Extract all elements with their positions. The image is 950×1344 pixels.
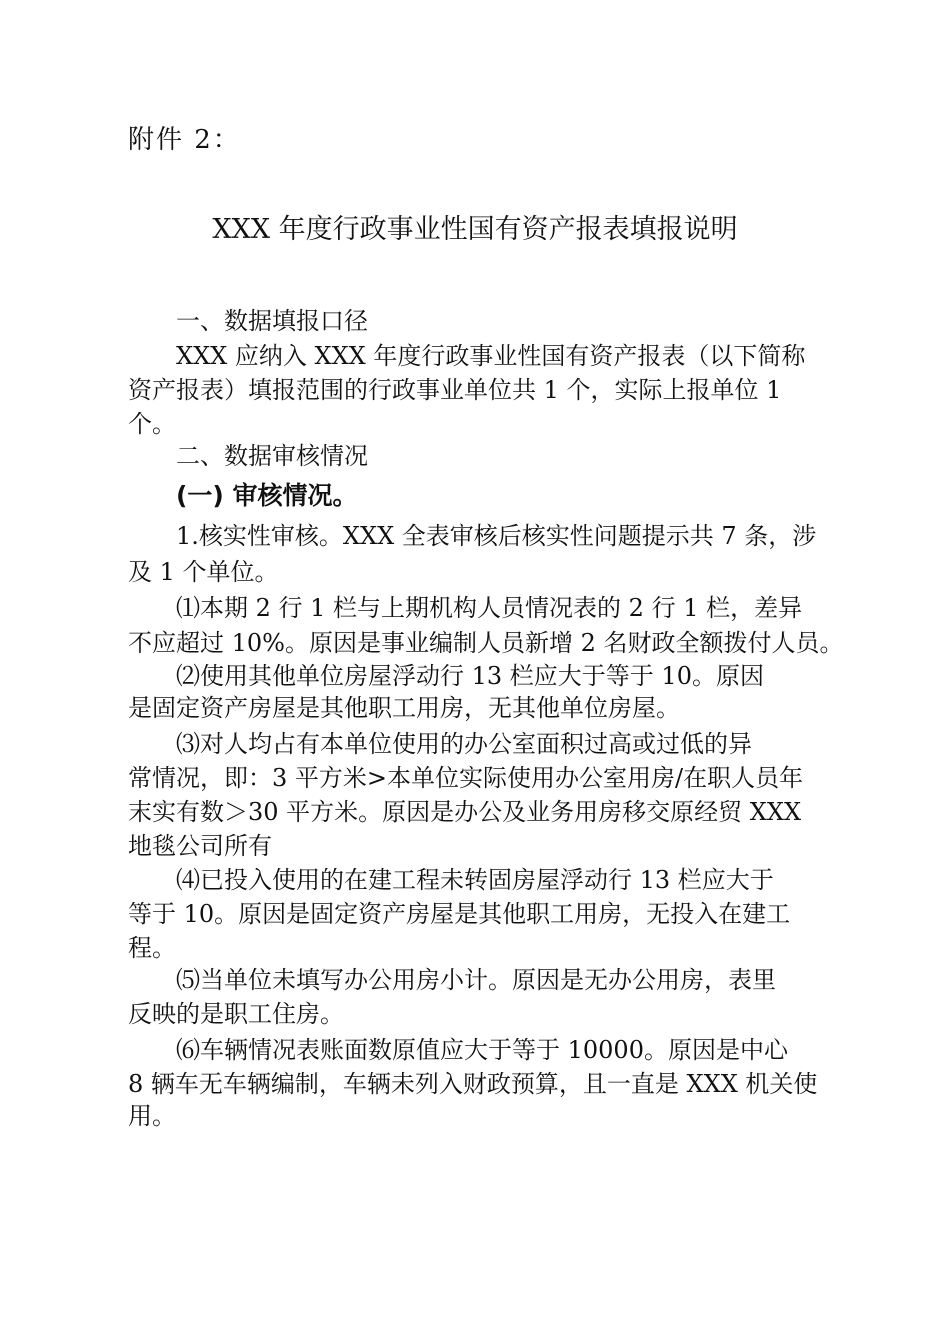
paragraph-line: 常情况，即：3 平方米>本单位实际使用办公室用房/在职人员年 <box>128 764 804 792</box>
paragraph-line: 资产报表）填报范围的行政事业单位共 1 个，实际上报单位 1 <box>128 376 782 404</box>
paragraph-line: 末实有数＞30 平方米。原因是办公及业务用房移交原经贸 XXX <box>128 798 802 826</box>
list-item-line: ⑶对人均占有本单位使用的办公室面积过高或过低的异 <box>176 730 752 758</box>
paragraph-line: 及 1 个单位。 <box>128 558 279 586</box>
paragraph-line: 反映的是职工住房。 <box>128 1000 344 1028</box>
paragraph-line: 不应超过 10%。原因是事业编制人员新增 2 名财政全额拨付人员。 <box>128 629 844 657</box>
list-item-line: ⑸当单位未填写办公用房小计。原因是无办公用房，表里 <box>176 966 776 994</box>
paragraph-line: 8 辆车无车辆编制，车辆未列入财政预算，且一直是 XXX 机关使 <box>128 1070 818 1098</box>
list-item-line: ⑴本期 2 行 1 栏与上期机构人员情况表的 2 行 1 栏，差异 <box>176 594 803 622</box>
section-heading-1: 一、数据填报口径 <box>176 307 368 335</box>
paragraph-line: 程。 <box>128 934 176 962</box>
paragraph-line: 地毯公司所有 <box>128 832 272 860</box>
list-item-line: ⑹车辆情况表账面数原值应大于等于 10000。原因是中心 <box>176 1036 788 1064</box>
subsection-heading: (一) 审核情况。 <box>176 481 358 510</box>
list-item-line: ⑷已投入使用的在建工程未转固房屋浮动行 13 栏应大于 <box>176 866 774 894</box>
paragraph-line: 是固定资产房屋是其他职工用房，无其他单位房屋。 <box>128 694 680 722</box>
paragraph-line: 等于 10。原因是固定资产房屋是其他职工用房，无投入在建工 <box>128 900 791 928</box>
paragraph-line: XXX 应纳入 XXX 年度行政事业性国有资产报表（以下简称 <box>176 342 806 370</box>
paragraph-line: 1.核实性审核。XXX 全表审核后核实性问题提示共 7 条，涉 <box>176 522 817 550</box>
list-item-line: ⑵使用其他单位房屋浮动行 13 栏应大于等于 10。原因 <box>176 662 764 690</box>
paragraph-line: 用。 <box>128 1102 176 1130</box>
attachment-label: 附件 2： <box>128 125 241 155</box>
paragraph-line: 个。 <box>128 410 176 438</box>
document-title: XXX 年度行政事业性国有资产报表填报说明 <box>212 214 738 245</box>
section-heading-2: 二、数据审核情况 <box>176 442 368 470</box>
